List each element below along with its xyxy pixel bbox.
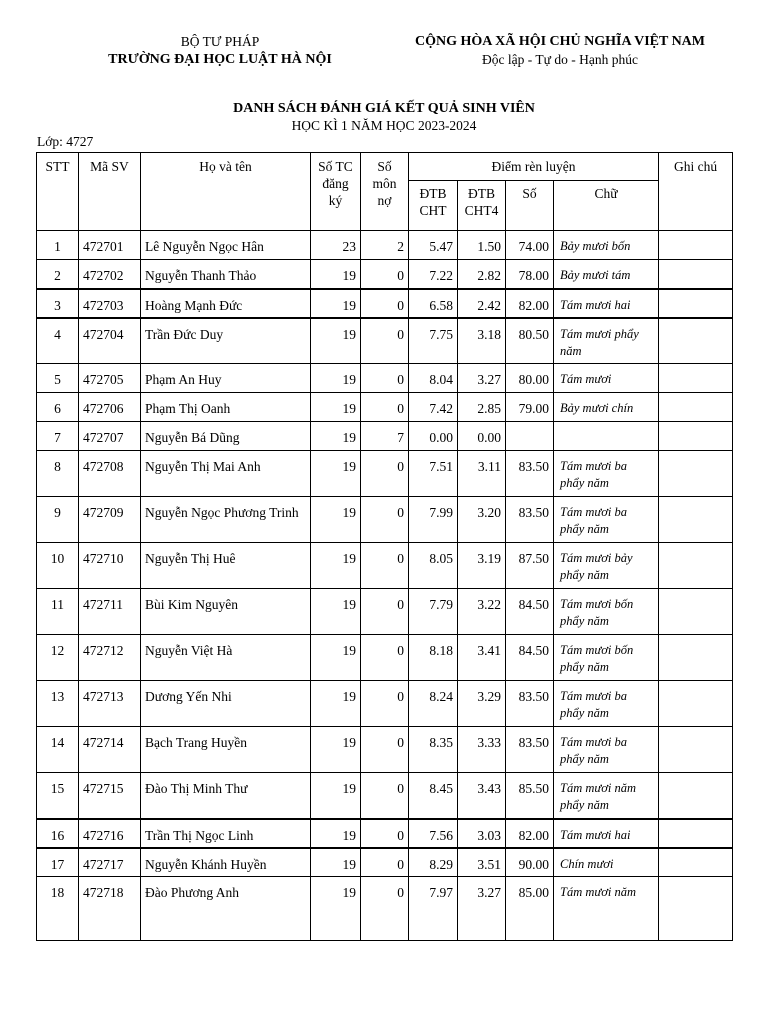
cell-notes [659,773,733,819]
cell-notes [659,231,733,260]
cell-gpa4: 0.00 [458,422,506,451]
cell-student-id: 472704 [79,318,141,364]
cell-notes [659,877,733,941]
cell-score-number: 87.50 [506,543,554,589]
cell-score-number: 82.00 [506,819,554,848]
cell-student-name: Phạm An Huy [141,364,311,393]
cell-student-id: 472710 [79,543,141,589]
national-header [380,33,740,69]
col-score-number: Số [506,181,554,231]
cell-score-words: Tám mươi ba phẩy năm [554,727,659,773]
cell-score-words: Bảy mươi tám [554,260,659,289]
cell-row-index: 2 [37,260,79,289]
col-gpa: ĐTB CHT [409,181,458,231]
cell-student-name: Đào Thị Minh Thư [141,773,311,819]
university-name: TRƯỜNG ĐẠI HỌC LUẬT HÀ NỘI [108,52,332,67]
table-row [37,289,733,318]
cell-gpa4: 3.19 [458,543,506,589]
cell-student-name: Hoàng Mạnh Đức [141,289,311,318]
cell-score-number: 74.00 [506,231,554,260]
cell-notes [659,318,733,364]
cell-gpa: 8.04 [409,364,458,393]
cell-score-words [554,422,659,451]
cell-score-number: 85.00 [506,877,554,941]
cell-score-words: Tám mươi ba phẩy năm [554,451,659,497]
cell-row-index: 11 [37,589,79,635]
cell-row-index: 8 [37,451,79,497]
cell-student-id: 472702 [79,260,141,289]
cell-gpa: 8.05 [409,543,458,589]
cell-student-name: Nguyễn Khánh Huyền [141,848,311,877]
cell-score-number: 84.50 [506,635,554,681]
cell-credits: 19 [311,393,361,422]
cell-credits: 19 [311,451,361,497]
cell-student-id: 472714 [79,727,141,773]
cell-student-name: Nguyễn Việt Hà [141,635,311,681]
cell-notes [659,497,733,543]
cell-row-index: 15 [37,773,79,819]
cell-score-number: 83.50 [506,727,554,773]
cell-failed-courses: 7 [361,422,409,451]
cell-score-words: Tám mươi năm [554,877,659,941]
col-credits: Số TC đăng ký [311,153,361,231]
cell-score-words: Tám mươi bốn phẩy năm [554,589,659,635]
cell-row-index: 17 [37,848,79,877]
cell-gpa4: 2.82 [458,260,506,289]
table-row [37,318,733,364]
cell-failed-courses: 0 [361,451,409,497]
cell-gpa4: 3.41 [458,635,506,681]
cell-gpa: 6.58 [409,289,458,318]
cell-gpa: 8.45 [409,773,458,819]
cell-gpa4: 3.27 [458,364,506,393]
cell-student-id: 472707 [79,422,141,451]
issuing-organization [60,33,380,69]
cell-gpa4: 1.50 [458,231,506,260]
cell-student-id: 472711 [79,589,141,635]
cell-row-index: 10 [37,543,79,589]
table-row [37,848,733,877]
cell-row-index: 3 [37,289,79,318]
cell-score-words: Tám mươi phẩy năm [554,318,659,364]
cell-gpa: 8.18 [409,635,458,681]
title-main: DANH SÁCH ĐÁNH GIÁ KẾT QUẢ SINH VIÊN [233,101,535,116]
table-row [37,260,733,289]
col-stt: STT [37,153,79,231]
cell-failed-courses: 0 [361,318,409,364]
cell-credits: 19 [311,635,361,681]
cell-notes [659,848,733,877]
table-row [37,451,733,497]
col-score-words: Chữ [554,181,659,231]
cell-score-number: 85.50 [506,773,554,819]
cell-failed-courses: 0 [361,497,409,543]
cell-gpa4: 3.11 [458,451,506,497]
col-student-id: Mã SV [79,153,141,231]
cell-score-words: Tám mươi năm phẩy năm [554,773,659,819]
table-row [37,877,733,941]
cell-score-words: Tám mươi ba phẩy năm [554,497,659,543]
cell-student-name: Nguyễn Thị Mai Anh [141,451,311,497]
col-full-name: Họ và tên [141,153,311,231]
cell-notes [659,289,733,318]
ministry-name: BỘ TƯ PHÁP [180,34,260,49]
cell-failed-courses: 0 [361,819,409,848]
cell-failed-courses: 0 [361,773,409,819]
cell-student-id: 472706 [79,393,141,422]
cell-student-name: Nguyễn Bá Dũng [141,422,311,451]
cell-notes [659,589,733,635]
cell-student-id: 472703 [79,289,141,318]
cell-student-name: Nguyễn Thanh Thảo [141,260,311,289]
cell-credits: 19 [311,589,361,635]
results-table [36,152,733,941]
cell-gpa4: 3.22 [458,589,506,635]
cell-notes [659,543,733,589]
table-row [37,364,733,393]
cell-row-index: 13 [37,681,79,727]
cell-notes [659,451,733,497]
cell-student-id: 472713 [79,681,141,727]
cell-failed-courses: 0 [361,589,409,635]
cell-score-number: 78.00 [506,260,554,289]
table-row [37,231,733,260]
cell-score-number: 90.00 [506,848,554,877]
cell-failed-courses: 0 [361,289,409,318]
cell-gpa: 7.22 [409,260,458,289]
cell-gpa4: 3.43 [458,773,506,819]
cell-credits: 19 [311,422,361,451]
cell-gpa: 7.75 [409,318,458,364]
cell-credits: 19 [311,364,361,393]
cell-score-number: 83.50 [506,497,554,543]
cell-student-name: Nguyễn Ngọc Phương Trinh [141,497,311,543]
cell-gpa: 7.42 [409,393,458,422]
cell-row-index: 18 [37,877,79,941]
col-notes: Ghi chú [659,153,733,231]
cell-score-words: Bảy mươi bốn [554,231,659,260]
cell-row-index: 9 [37,497,79,543]
cell-gpa4: 3.51 [458,848,506,877]
cell-score-words: Bảy mươi chín [554,393,659,422]
cell-failed-courses: 2 [361,231,409,260]
cell-row-index: 14 [37,727,79,773]
cell-credits: 19 [311,773,361,819]
cell-credits: 19 [311,260,361,289]
cell-gpa: 7.56 [409,819,458,848]
cell-score-words: Tám mươi ba phẩy năm [554,681,659,727]
cell-score-number: 79.00 [506,393,554,422]
col-failed-courses: Số môn nợ [361,153,409,231]
cell-notes [659,635,733,681]
cell-student-id: 472712 [79,635,141,681]
cell-row-index: 16 [37,819,79,848]
table-row [37,589,733,635]
cell-student-name: Bạch Trang Huyền [141,727,311,773]
cell-gpa: 8.29 [409,848,458,877]
cell-credits: 19 [311,848,361,877]
cell-student-id: 472717 [79,848,141,877]
cell-student-name: Đào Phương Anh [141,877,311,941]
cell-gpa4: 3.18 [458,318,506,364]
cell-gpa: 5.47 [409,231,458,260]
cell-student-id: 472718 [79,877,141,941]
cell-failed-courses: 0 [361,727,409,773]
cell-gpa: 8.24 [409,681,458,727]
cell-student-name: Phạm Thị Oanh [141,393,311,422]
cell-credits: 19 [311,497,361,543]
cell-notes [659,819,733,848]
cell-gpa: 0.00 [409,422,458,451]
cell-gpa: 7.97 [409,877,458,941]
cell-failed-courses: 0 [361,681,409,727]
cell-score-words: Tám mươi [554,364,659,393]
cell-failed-courses: 0 [361,393,409,422]
cell-failed-courses: 0 [361,260,409,289]
cell-gpa: 8.35 [409,727,458,773]
table-row [37,543,733,589]
table-row [37,393,733,422]
cell-gpa: 7.79 [409,589,458,635]
table-row [37,497,733,543]
table-row [37,727,733,773]
table-row [37,819,733,848]
cell-credits: 23 [311,231,361,260]
cell-score-words: Tám mươi bốn phẩy năm [554,635,659,681]
cell-notes [659,681,733,727]
cell-student-name: Nguyễn Thị Huê [141,543,311,589]
cell-notes [659,364,733,393]
cell-student-id: 472709 [79,497,141,543]
cell-credits: 19 [311,681,361,727]
cell-row-index: 1 [37,231,79,260]
cell-credits: 19 [311,543,361,589]
cell-student-id: 472701 [79,231,141,260]
cell-gpa4: 3.29 [458,681,506,727]
cell-student-id: 472708 [79,451,141,497]
cell-student-name: Trần Đức Duy [141,318,311,364]
cell-score-words: Chín mươi [554,848,659,877]
cell-student-id: 472716 [79,819,141,848]
cell-score-number: 84.50 [506,589,554,635]
cell-row-index: 4 [37,318,79,364]
cell-student-name: Bùi Kim Nguyên [141,589,311,635]
title-semester: HỌC KÌ 1 NĂM HỌC 2023-2024 [291,118,477,133]
cell-score-words: Tám mươi bảy phẩy năm [554,543,659,589]
table-row [37,422,733,451]
class-label: Lớp: 4727 [37,134,94,149]
cell-failed-courses: 0 [361,543,409,589]
cell-credits: 19 [311,877,361,941]
table-row [37,635,733,681]
cell-gpa: 7.99 [409,497,458,543]
cell-credits: 19 [311,289,361,318]
cell-row-index: 7 [37,422,79,451]
table-row [37,681,733,727]
cell-notes [659,727,733,773]
cell-score-number: 82.00 [506,289,554,318]
table-row [37,773,733,819]
cell-gpa4: 3.20 [458,497,506,543]
cell-notes [659,260,733,289]
cell-failed-courses: 0 [361,364,409,393]
cell-gpa: 7.51 [409,451,458,497]
cell-failed-courses: 0 [361,635,409,681]
col-group-training-score: Điểm rèn luyện [409,153,659,181]
cell-score-number: 80.50 [506,318,554,364]
cell-credits: 19 [311,318,361,364]
cell-failed-courses: 0 [361,848,409,877]
col-gpa4: ĐTB CHT4 [458,181,506,231]
cell-notes [659,393,733,422]
cell-credits: 19 [311,819,361,848]
cell-score-words: Tám mươi hai [554,819,659,848]
cell-score-number: 80.00 [506,364,554,393]
cell-failed-courses: 0 [361,877,409,941]
cell-gpa4: 2.42 [458,289,506,318]
cell-row-index: 5 [37,364,79,393]
cell-student-name: Trần Thị Ngọc Linh [141,819,311,848]
cell-gpa4: 3.03 [458,819,506,848]
cell-student-id: 472705 [79,364,141,393]
cell-score-number: 83.50 [506,681,554,727]
cell-student-id: 472715 [79,773,141,819]
cell-student-name: Dương Yến Nhi [141,681,311,727]
cell-notes [659,422,733,451]
cell-student-name: Lê Nguyễn Ngọc Hân [141,231,311,260]
cell-row-index: 12 [37,635,79,681]
cell-row-index: 6 [37,393,79,422]
cell-score-number [506,422,554,451]
cell-score-number: 83.50 [506,451,554,497]
country-name: CỘNG HÒA XÃ HỘI CHỦ NGHĨA VIỆT NAM [414,34,705,49]
document-title [0,100,768,134]
cell-gpa4: 3.33 [458,727,506,773]
national-motto: Độc lập - Tự do - Hạnh phúc [482,52,638,67]
cell-gpa4: 3.27 [458,877,506,941]
cell-score-words: Tám mươi hai [554,289,659,318]
cell-gpa4: 2.85 [458,393,506,422]
cell-credits: 19 [311,727,361,773]
